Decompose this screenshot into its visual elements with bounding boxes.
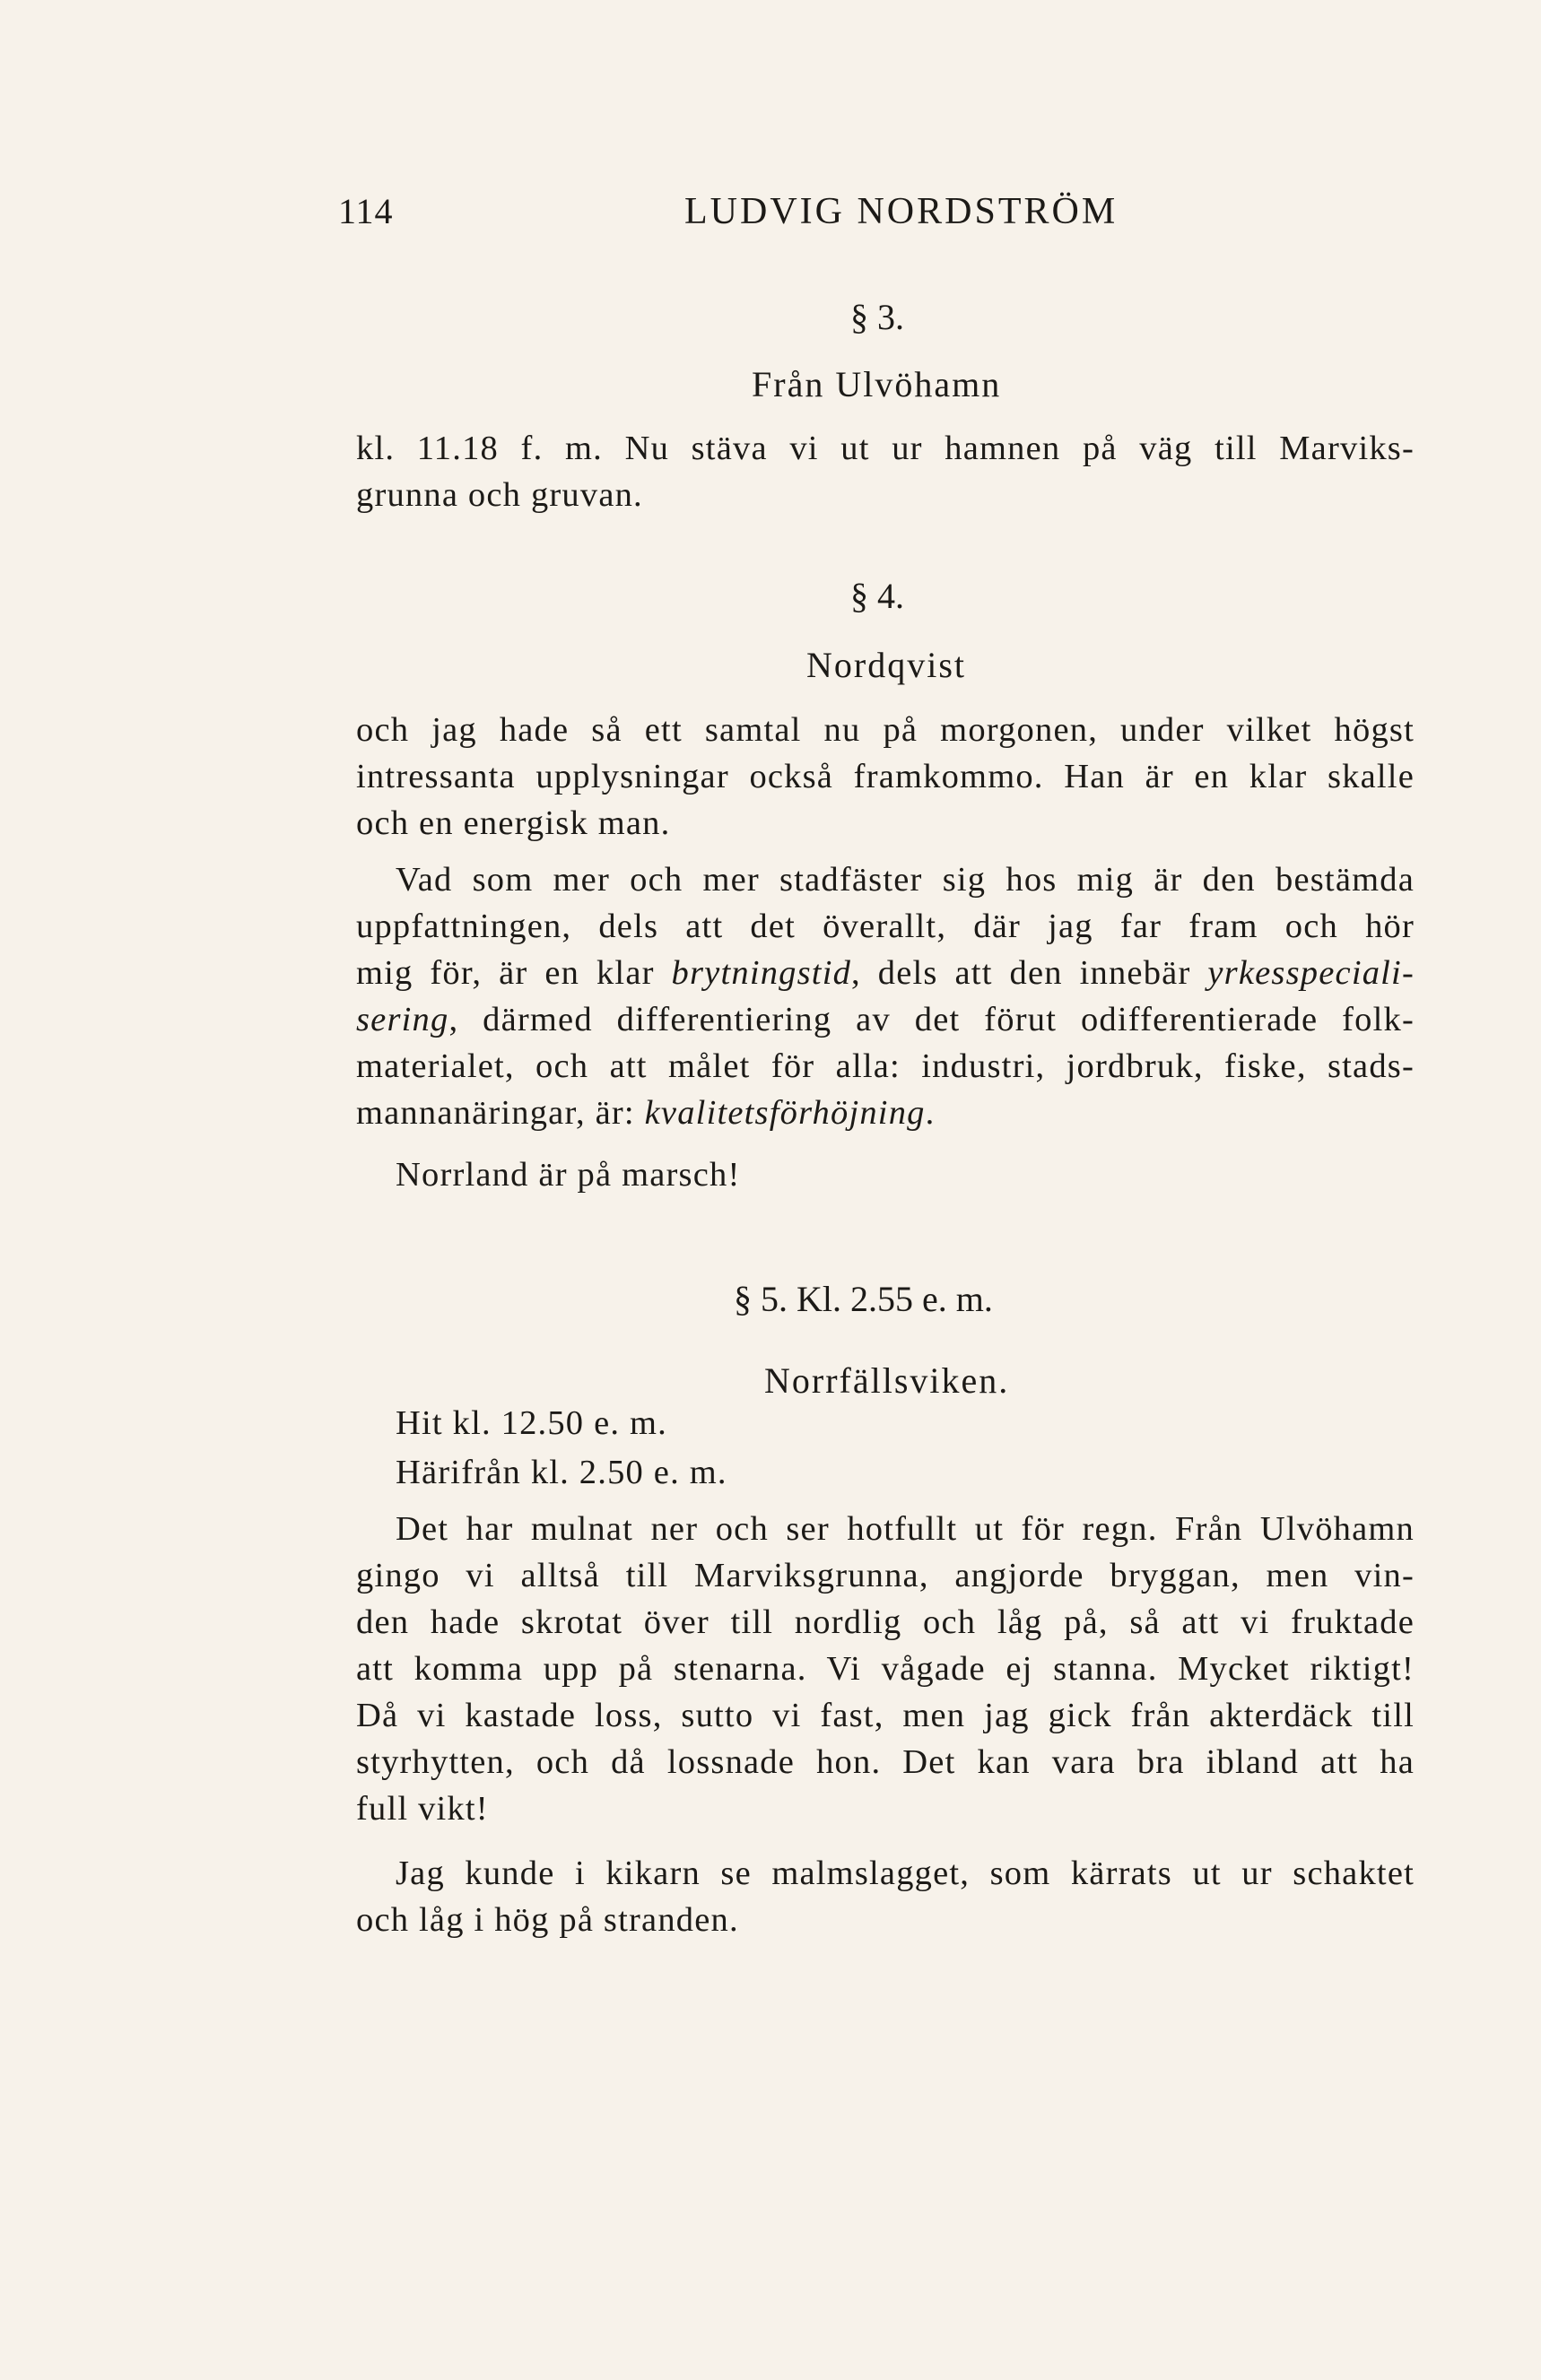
text-line: att komma upp på stenarna. Vi vågade ej stanna. Mycket riktigt!: [356, 1650, 1415, 1688]
section-3-heading: Från Ulvöhamn: [752, 364, 1002, 404]
text-line: Då vi kastade loss, sutto vi fast, men jag gick från akterdäck till: [356, 1697, 1415, 1734]
emphasis-text: sering: [356, 1001, 449, 1038]
text-line: Det har mulnat ner och ser hotfullt ut för regn. Från Ulvöhamn: [396, 1510, 1415, 1548]
text-line: intressanta upplysningar också framkommo. Han är en klar skalle: [356, 758, 1415, 795]
text-line: kl. 11.18 f. m. Nu stäva vi ut ur hamnen på väg till Marviks-: [356, 430, 1415, 467]
text-run: , dels att den innebär: [851, 954, 1208, 992]
text-line: grunna och gruvan.: [356, 476, 643, 514]
arrival-time: Hit kl. 12.50 e. m.: [396, 1404, 667, 1442]
text-line: Jag kunde i kikarn se malmslagget, som kärrats ut ur schaktet: [396, 1854, 1415, 1892]
section-5-mark: § 5. Kl. 2.55 e. m.: [734, 1279, 993, 1319]
section-4-heading: Nordqvist: [806, 645, 966, 685]
section-5-paragraph-1: [356, 1506, 1415, 1832]
emphasis-text: yrkesspeciali-: [1207, 954, 1415, 992]
text-line: materialet, och att målet för alla: industri, jordbruk, fiske, stads-: [356, 1047, 1415, 1085]
text-line: full vikt!: [356, 1790, 489, 1828]
section-3-paragraph: [356, 425, 1415, 518]
text-line: uppfattningen, dels att det överallt, där jag far fram och hör: [356, 908, 1415, 945]
text-line: styrhytten, och då lossnade hon. Det kan vara bra ibland att ha: [356, 1743, 1415, 1781]
running-title: LUDVIG NORDSTRÖM: [684, 191, 1119, 232]
text-run: mannanäringar, är:: [356, 1094, 645, 1132]
text-line: och jag hade så ett samtal nu på morgonen, under vilket högst: [356, 711, 1415, 749]
text-line: och en energisk man.: [356, 804, 671, 842]
text-line: gingo vi alltså till Marviksgrunna, angjorde bryggan, men vin-: [356, 1557, 1415, 1594]
section-5-paragraph-2: [356, 1850, 1415, 1943]
departure-time: Härifrån kl. 2.50 e. m.: [396, 1454, 727, 1491]
text-line: [356, 950, 1415, 996]
text-line: [356, 996, 1415, 1043]
text-run: .: [925, 1094, 936, 1132]
text-line: Vad som mer och mer stadfäster sig hos mig är den bestämda: [396, 861, 1415, 899]
text-run: , därmed differentiering av det förut odifferentierade folk-: [448, 1001, 1415, 1038]
text-run: mig för, är en klar: [356, 954, 672, 992]
section-4-paragraph-3: Norrland är på marsch!: [396, 1156, 741, 1194]
text-line: och låg i hög på stranden.: [356, 1901, 739, 1939]
section-5-heading: Norrfällsviken.: [764, 1360, 1010, 1401]
section-4-paragraph-1: [356, 707, 1415, 847]
section-4-mark: § 4.: [850, 576, 904, 616]
emphasis-text: kvalitetsförhöjning: [644, 1094, 926, 1132]
text-line: [356, 1090, 1415, 1136]
section-3-mark: § 3.: [850, 297, 904, 337]
emphasis-text: brytningstid: [671, 954, 852, 992]
text-line: den hade skrotat över till nordlig och låg på, så att vi fruktade: [356, 1603, 1415, 1641]
page-number: 114: [338, 191, 394, 231]
section-4-paragraph-2: [356, 856, 1415, 1136]
